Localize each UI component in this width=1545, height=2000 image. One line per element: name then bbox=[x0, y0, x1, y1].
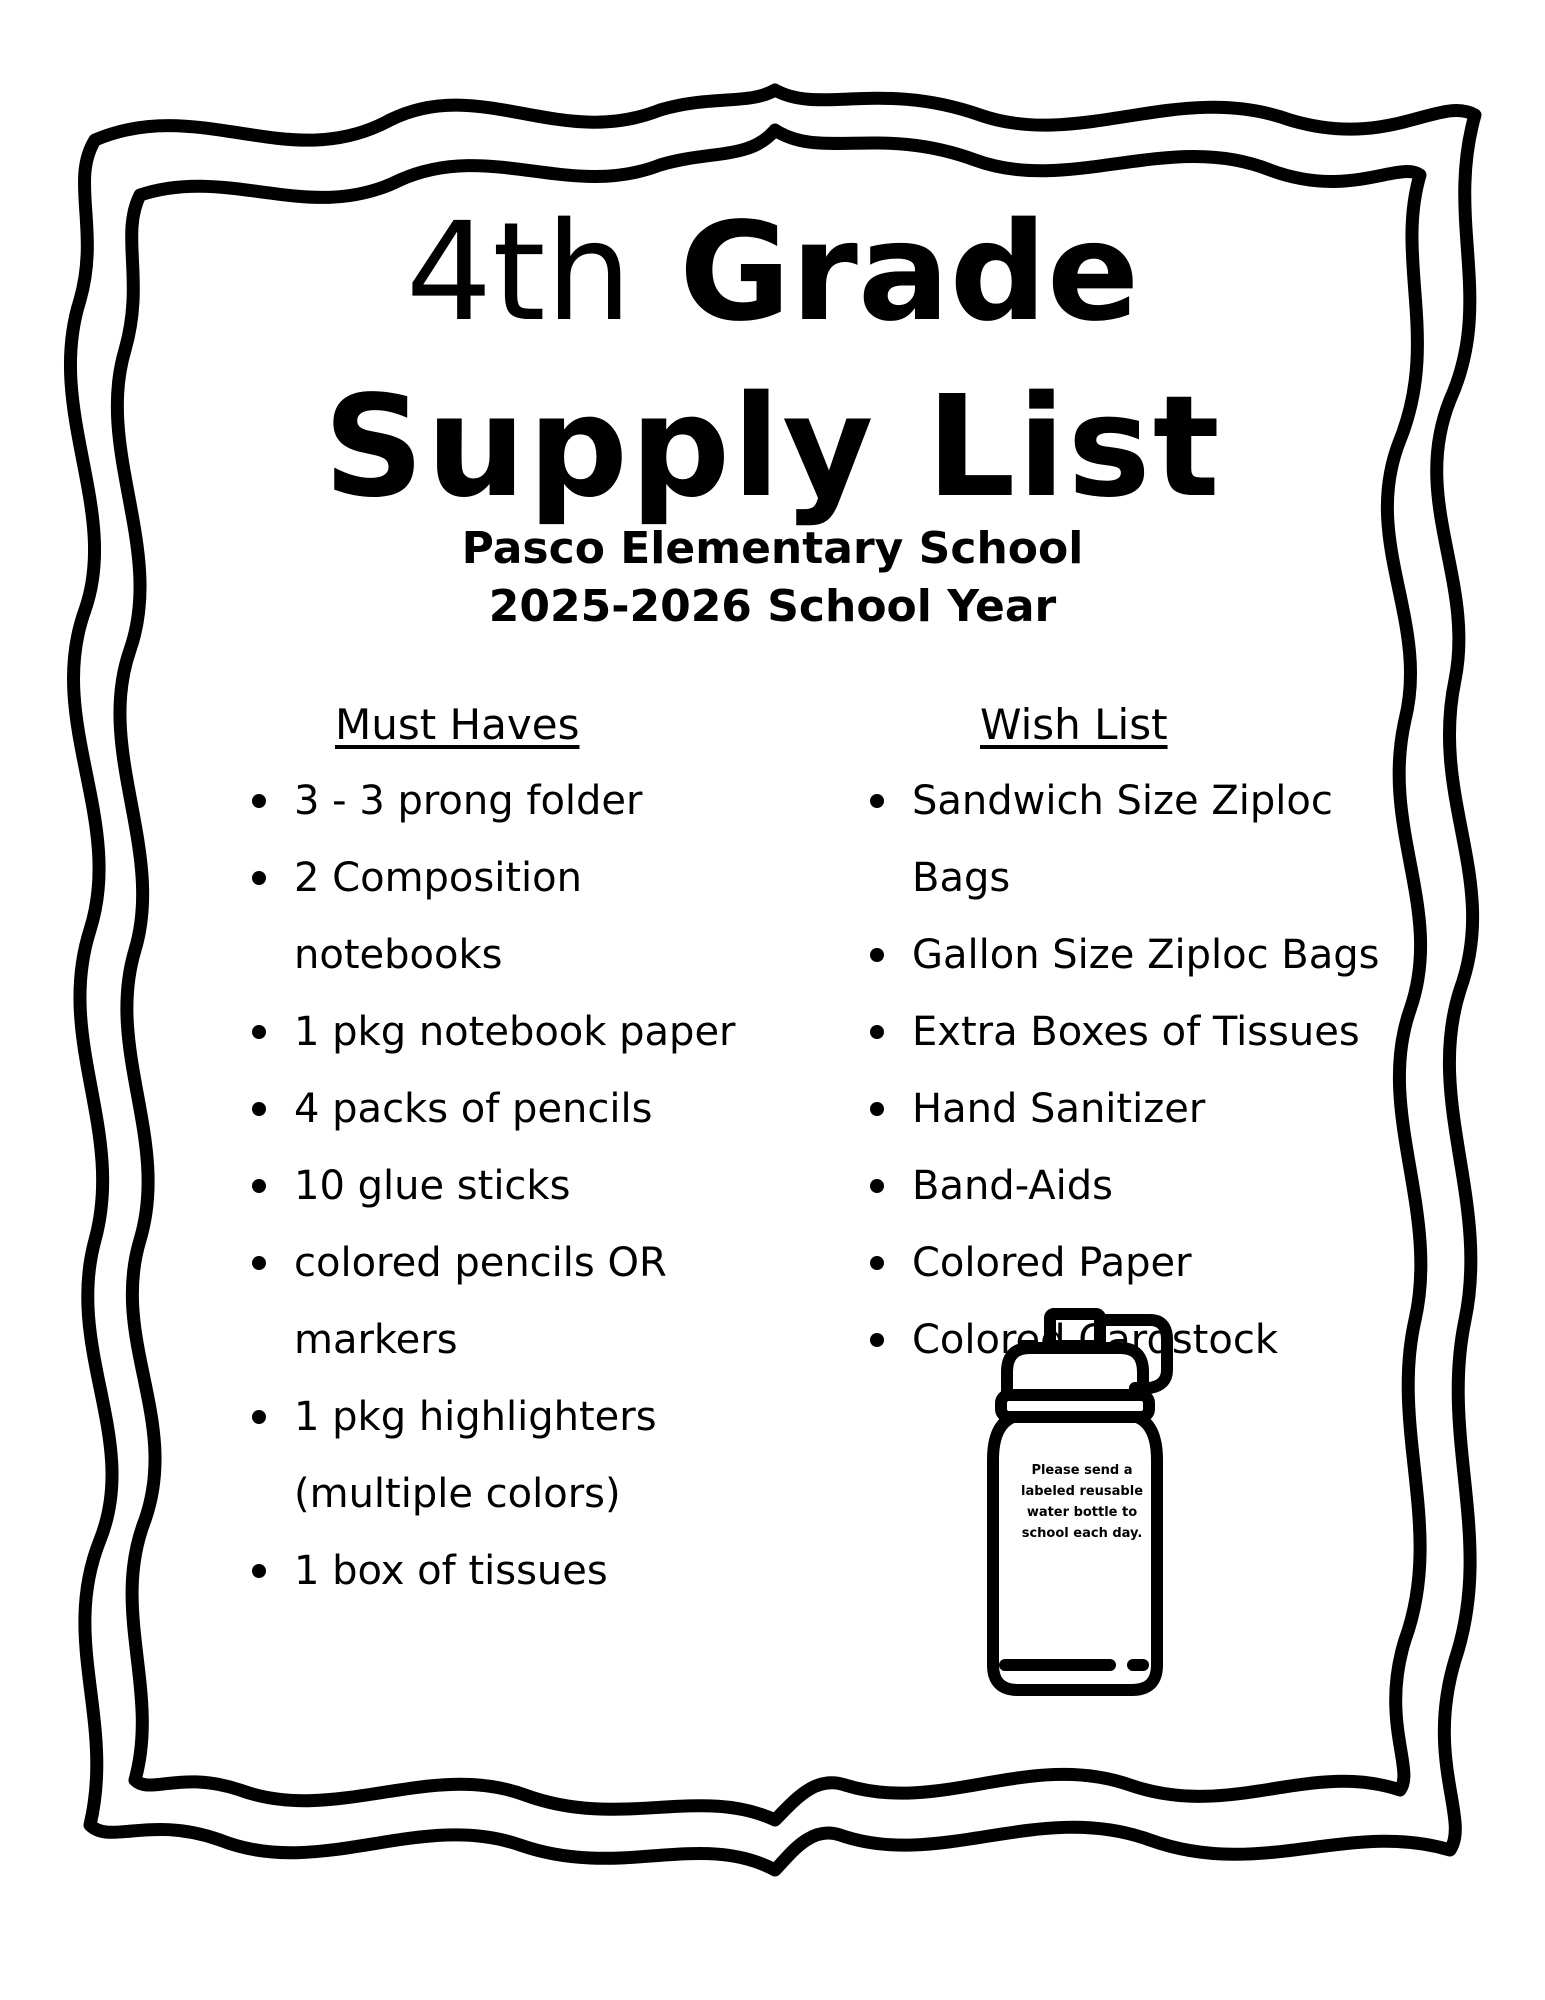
list-item: Hand Sanitizer bbox=[870, 1071, 1430, 1148]
must-haves-list bbox=[252, 763, 792, 1610]
water-bottle-note: Please send a labeled reusable water bottle to school each day. bbox=[1020, 1463, 1144, 1541]
wish-list-heading: Wish List bbox=[980, 700, 1168, 749]
school-name: Pasco Elementary School bbox=[461, 523, 1084, 574]
school-year: 2025-2026 School Year bbox=[488, 581, 1057, 632]
title-grade-word: Grade bbox=[679, 194, 1140, 352]
title-grade-number: 4th bbox=[405, 194, 632, 352]
list-item: Band-Aids bbox=[870, 1148, 1430, 1225]
list-item: 1 box of tissues bbox=[252, 1533, 792, 1610]
list-item: colored pencils OR markers bbox=[252, 1225, 792, 1379]
list-item: 1 pkg notebook paper bbox=[252, 994, 792, 1071]
page-title-line1 bbox=[0, 194, 1545, 352]
list-item: Gallon Size Ziploc Bags bbox=[870, 917, 1430, 994]
list-item: Extra Boxes of Tissues bbox=[870, 994, 1430, 1071]
list-item: 10 glue sticks bbox=[252, 1148, 792, 1225]
list-item: 1 pkg highlighters (multiple colors) bbox=[252, 1379, 792, 1533]
list-item: Sandwich Size Ziploc Bags bbox=[870, 763, 1430, 917]
list-item: Colored Paper bbox=[870, 1225, 1430, 1302]
list-item: Colored Cardstock bbox=[870, 1302, 1430, 1379]
page-title-line2: Supply List bbox=[323, 366, 1222, 529]
wish-list bbox=[870, 763, 1430, 1379]
must-haves-heading: Must Haves bbox=[335, 700, 580, 749]
list-item: 4 packs of pencils bbox=[252, 1071, 792, 1148]
list-item: 3 - 3 prong folder bbox=[252, 763, 792, 840]
list-item: 2 Composition notebooks bbox=[252, 840, 792, 994]
